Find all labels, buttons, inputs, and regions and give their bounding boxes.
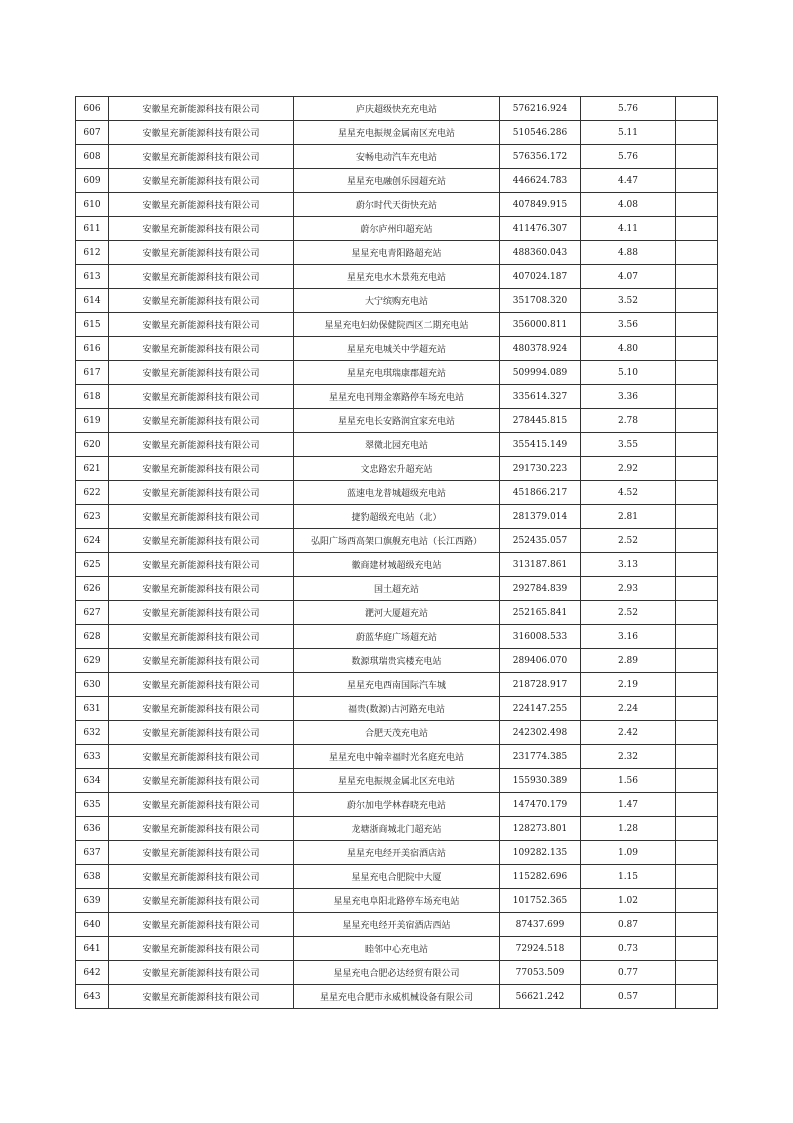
- note-cell: [676, 481, 718, 505]
- company-cell: 安徽星充新能源科技有限公司: [109, 721, 294, 745]
- value-cell: 87437.699: [500, 913, 581, 937]
- company-cell: 安徽星充新能源科技有限公司: [109, 817, 294, 841]
- table-row: [76, 97, 718, 121]
- table-row: [76, 745, 718, 769]
- note-cell: [676, 913, 718, 937]
- company-cell: 安徽星充新能源科技有限公司: [109, 865, 294, 889]
- note-cell: [676, 409, 718, 433]
- company-cell: 安徽星充新能源科技有限公司: [109, 673, 294, 697]
- value-cell: 407849.915: [500, 193, 581, 217]
- station-name-cell: 星星充电经开美宿酒店站: [294, 841, 500, 865]
- company-cell: 安徽星充新能源科技有限公司: [109, 553, 294, 577]
- row-number-cell: 641: [76, 937, 109, 961]
- ratio-cell: 3.16: [581, 625, 676, 649]
- note-cell: [676, 865, 718, 889]
- company-cell: 安徽星充新能源科技有限公司: [109, 457, 294, 481]
- note-cell: [676, 769, 718, 793]
- station-name-cell: 星星充电城关中学超充站: [294, 337, 500, 361]
- company-cell: 安徽星充新能源科技有限公司: [109, 193, 294, 217]
- ratio-cell: 3.56: [581, 313, 676, 337]
- ratio-cell: 2.32: [581, 745, 676, 769]
- note-cell: [676, 961, 718, 985]
- ratio-cell: 5.11: [581, 121, 676, 145]
- note-cell: [676, 817, 718, 841]
- row-number-cell: 640: [76, 913, 109, 937]
- company-cell: 安徽星充新能源科技有限公司: [109, 337, 294, 361]
- company-cell: 安徽星充新能源科技有限公司: [109, 265, 294, 289]
- row-number-cell: 610: [76, 193, 109, 217]
- value-cell: 77053.509: [500, 961, 581, 985]
- table-row: [76, 313, 718, 337]
- row-number-cell: 626: [76, 577, 109, 601]
- value-cell: 451866.217: [500, 481, 581, 505]
- row-number-cell: 639: [76, 889, 109, 913]
- table-row: [76, 769, 718, 793]
- company-cell: 安徽星充新能源科技有限公司: [109, 577, 294, 601]
- note-cell: [676, 241, 718, 265]
- company-cell: 安徽星充新能源科技有限公司: [109, 241, 294, 265]
- company-cell: 安徽星充新能源科技有限公司: [109, 649, 294, 673]
- station-name-cell: 蔚尔时代天街快充站: [294, 193, 500, 217]
- ratio-cell: 2.24: [581, 697, 676, 721]
- value-cell: 109282.135: [500, 841, 581, 865]
- station-name-cell: 星星充电妇幼保健院西区二期充电站: [294, 313, 500, 337]
- table-row: [76, 961, 718, 985]
- company-cell: 安徽星充新能源科技有限公司: [109, 121, 294, 145]
- table-row: [76, 889, 718, 913]
- row-number-cell: 631: [76, 697, 109, 721]
- table-row: [76, 289, 718, 313]
- ratio-cell: 5.10: [581, 361, 676, 385]
- note-cell: [676, 457, 718, 481]
- company-cell: 安徽星充新能源科技有限公司: [109, 697, 294, 721]
- row-number-cell: 638: [76, 865, 109, 889]
- row-number-cell: 624: [76, 529, 109, 553]
- station-name-cell: 星星充电合肥必达经贸有限公司: [294, 961, 500, 985]
- company-cell: 安徽星充新能源科技有限公司: [109, 601, 294, 625]
- note-cell: [676, 505, 718, 529]
- value-cell: 115282.696: [500, 865, 581, 889]
- table-row: [76, 673, 718, 697]
- ratio-cell: 4.07: [581, 265, 676, 289]
- row-number-cell: 607: [76, 121, 109, 145]
- value-cell: 231774.385: [500, 745, 581, 769]
- value-cell: 218728.917: [500, 673, 581, 697]
- value-cell: 316008.533: [500, 625, 581, 649]
- station-name-cell: 蔚蓝华庭广场超充站: [294, 625, 500, 649]
- company-cell: 安徽星充新能源科技有限公司: [109, 505, 294, 529]
- value-cell: 155930.389: [500, 769, 581, 793]
- company-cell: 安徽星充新能源科技有限公司: [109, 361, 294, 385]
- ratio-cell: 4.80: [581, 337, 676, 361]
- station-name-cell: 合肥天茂充电站: [294, 721, 500, 745]
- row-number-cell: 642: [76, 961, 109, 985]
- row-number-cell: 625: [76, 553, 109, 577]
- company-cell: 安徽星充新能源科技有限公司: [109, 169, 294, 193]
- table-row: [76, 577, 718, 601]
- note-cell: [676, 697, 718, 721]
- table-body: [76, 97, 718, 1009]
- station-name-cell: 蔚尔庐州印超充站: [294, 217, 500, 241]
- ratio-cell: 2.52: [581, 529, 676, 553]
- row-number-cell: 609: [76, 169, 109, 193]
- table-row: [76, 433, 718, 457]
- value-cell: 101752.365: [500, 889, 581, 913]
- station-name-cell: 福贵(数源)古河路充电站: [294, 697, 500, 721]
- ratio-cell: 4.08: [581, 193, 676, 217]
- company-cell: 安徽星充新能源科技有限公司: [109, 217, 294, 241]
- row-number-cell: 636: [76, 817, 109, 841]
- table-row: [76, 817, 718, 841]
- table-row: [76, 169, 718, 193]
- company-cell: 安徽星充新能源科技有限公司: [109, 937, 294, 961]
- table-row: [76, 697, 718, 721]
- company-cell: 安徽星充新能源科技有限公司: [109, 961, 294, 985]
- note-cell: [676, 793, 718, 817]
- value-cell: 480378.924: [500, 337, 581, 361]
- table-row: [76, 865, 718, 889]
- table-row: [76, 409, 718, 433]
- table-row: [76, 625, 718, 649]
- value-cell: 147470.179: [500, 793, 581, 817]
- station-name-cell: 星星充电合肥市永威机械设备有限公司: [294, 985, 500, 1009]
- value-cell: 576216.924: [500, 97, 581, 121]
- company-cell: 安徽星充新能源科技有限公司: [109, 481, 294, 505]
- ratio-cell: 1.15: [581, 865, 676, 889]
- station-name-cell: 徽商建材城超级充电站: [294, 553, 500, 577]
- note-cell: [676, 433, 718, 457]
- station-name-cell: 睦邻中心充电站: [294, 937, 500, 961]
- ratio-cell: 2.81: [581, 505, 676, 529]
- value-cell: 576356.172: [500, 145, 581, 169]
- ratio-cell: 0.73: [581, 937, 676, 961]
- note-cell: [676, 625, 718, 649]
- table-row: [76, 241, 718, 265]
- value-cell: 56621.242: [500, 985, 581, 1009]
- row-number-cell: 619: [76, 409, 109, 433]
- row-number-cell: 616: [76, 337, 109, 361]
- value-cell: 72924.518: [500, 937, 581, 961]
- station-name-cell: 星星充电经开美宿酒店西站: [294, 913, 500, 937]
- value-cell: 224147.255: [500, 697, 581, 721]
- station-name-cell: 星星充电琪瑞康郡超充站: [294, 361, 500, 385]
- table-row: [76, 337, 718, 361]
- table-row: [76, 553, 718, 577]
- ratio-cell: 2.89: [581, 649, 676, 673]
- station-name-cell: 大宁缤购充电站: [294, 289, 500, 313]
- note-cell: [676, 145, 718, 169]
- row-number-cell: 608: [76, 145, 109, 169]
- ratio-cell: 2.78: [581, 409, 676, 433]
- note-cell: [676, 337, 718, 361]
- station-name-cell: 星星充电刊翔金寨路停车场充电站: [294, 385, 500, 409]
- station-name-cell: 星星充电水木景苑充电站: [294, 265, 500, 289]
- note-cell: [676, 721, 718, 745]
- table-row: [76, 793, 718, 817]
- note-cell: [676, 553, 718, 577]
- note-cell: [676, 193, 718, 217]
- station-name-cell: 庐庆超级快充充电站: [294, 97, 500, 121]
- row-number-cell: 623: [76, 505, 109, 529]
- company-cell: 安徽星充新能源科技有限公司: [109, 913, 294, 937]
- station-name-cell: 弘阳广场西高架口旗舰充电站（长江西路）: [294, 529, 500, 553]
- value-cell: 356000.811: [500, 313, 581, 337]
- table-row: [76, 145, 718, 169]
- row-number-cell: 606: [76, 97, 109, 121]
- ratio-cell: 2.52: [581, 601, 676, 625]
- data-table: [75, 96, 718, 1009]
- row-number-cell: 613: [76, 265, 109, 289]
- note-cell: [676, 217, 718, 241]
- ratio-cell: 1.09: [581, 841, 676, 865]
- table-row: [76, 385, 718, 409]
- value-cell: 407024.187: [500, 265, 581, 289]
- ratio-cell: 3.55: [581, 433, 676, 457]
- table-row: [76, 529, 718, 553]
- ratio-cell: 1.47: [581, 793, 676, 817]
- value-cell: 510546.286: [500, 121, 581, 145]
- company-cell: 安徽星充新能源科技有限公司: [109, 409, 294, 433]
- company-cell: 安徽星充新能源科技有限公司: [109, 433, 294, 457]
- station-name-cell: 翠微北园充电站: [294, 433, 500, 457]
- table-row: [76, 601, 718, 625]
- station-name-cell: 星星充电合肥院中大厦: [294, 865, 500, 889]
- note-cell: [676, 289, 718, 313]
- note-cell: [676, 121, 718, 145]
- table-row: [76, 361, 718, 385]
- ratio-cell: 0.77: [581, 961, 676, 985]
- ratio-cell: 0.57: [581, 985, 676, 1009]
- station-name-cell: 星星充电中翰幸福时光名庭充电站: [294, 745, 500, 769]
- company-cell: 安徽星充新能源科技有限公司: [109, 841, 294, 865]
- row-number-cell: 621: [76, 457, 109, 481]
- value-cell: 291730.223: [500, 457, 581, 481]
- row-number-cell: 633: [76, 745, 109, 769]
- table-row: [76, 265, 718, 289]
- company-cell: 安徽星充新能源科技有限公司: [109, 625, 294, 649]
- station-name-cell: 蔚尔加电学林春晓充电站: [294, 793, 500, 817]
- value-cell: 509994.089: [500, 361, 581, 385]
- value-cell: 252165.841: [500, 601, 581, 625]
- value-cell: 242302.498: [500, 721, 581, 745]
- ratio-cell: 2.92: [581, 457, 676, 481]
- row-number-cell: 611: [76, 217, 109, 241]
- row-number-cell: 629: [76, 649, 109, 673]
- table-row: [76, 937, 718, 961]
- note-cell: [676, 649, 718, 673]
- station-name-cell: 淝河大厦超充站: [294, 601, 500, 625]
- station-name-cell: 星星充电长安路润宜家充电站: [294, 409, 500, 433]
- station-name-cell: 蓝速电龙普城超级充电站: [294, 481, 500, 505]
- ratio-cell: 2.42: [581, 721, 676, 745]
- ratio-cell: 4.88: [581, 241, 676, 265]
- station-name-cell: 星星充电振规金属北区充电站: [294, 769, 500, 793]
- company-cell: 安徽星充新能源科技有限公司: [109, 313, 294, 337]
- company-cell: 安徽星充新能源科技有限公司: [109, 889, 294, 913]
- row-number-cell: 634: [76, 769, 109, 793]
- company-cell: 安徽星充新能源科技有限公司: [109, 529, 294, 553]
- note-cell: [676, 265, 718, 289]
- table-row: [76, 457, 718, 481]
- row-number-cell: 630: [76, 673, 109, 697]
- ratio-cell: 4.11: [581, 217, 676, 241]
- station-name-cell: 星星充电融创乐园超充站: [294, 169, 500, 193]
- note-cell: [676, 889, 718, 913]
- station-name-cell: 文忠路宏升超充站: [294, 457, 500, 481]
- ratio-cell: 5.76: [581, 97, 676, 121]
- table-row: [76, 985, 718, 1009]
- ratio-cell: 4.47: [581, 169, 676, 193]
- ratio-cell: 3.52: [581, 289, 676, 313]
- station-name-cell: 国土超充站: [294, 577, 500, 601]
- value-cell: 252435.057: [500, 529, 581, 553]
- station-name-cell: 星星充电阜阳北路停车场充电站: [294, 889, 500, 913]
- station-name-cell: 星星充电振规金属南区充电站: [294, 121, 500, 145]
- value-cell: 289406.070: [500, 649, 581, 673]
- row-number-cell: 628: [76, 625, 109, 649]
- table-row: [76, 721, 718, 745]
- note-cell: [676, 841, 718, 865]
- row-number-cell: 632: [76, 721, 109, 745]
- station-name-cell: 龙塘浙商城北门超充站: [294, 817, 500, 841]
- row-number-cell: 612: [76, 241, 109, 265]
- ratio-cell: 2.93: [581, 577, 676, 601]
- company-cell: 安徽星充新能源科技有限公司: [109, 745, 294, 769]
- company-cell: 安徽星充新能源科技有限公司: [109, 985, 294, 1009]
- row-number-cell: 635: [76, 793, 109, 817]
- note-cell: [676, 601, 718, 625]
- value-cell: 355415.149: [500, 433, 581, 457]
- ratio-cell: 4.52: [581, 481, 676, 505]
- note-cell: [676, 529, 718, 553]
- station-name-cell: 星星充电青阳路超充站: [294, 241, 500, 265]
- ratio-cell: 1.02: [581, 889, 676, 913]
- note-cell: [676, 97, 718, 121]
- ratio-cell: 1.56: [581, 769, 676, 793]
- ratio-cell: 3.13: [581, 553, 676, 577]
- table-row: [76, 505, 718, 529]
- station-name-cell: 安畅电动汽车充电站: [294, 145, 500, 169]
- table-row: [76, 121, 718, 145]
- ratio-cell: 0.87: [581, 913, 676, 937]
- station-name-cell: 捷豹超级充电站（北）: [294, 505, 500, 529]
- row-number-cell: 618: [76, 385, 109, 409]
- value-cell: 128273.801: [500, 817, 581, 841]
- ratio-cell: 1.28: [581, 817, 676, 841]
- table-row: [76, 913, 718, 937]
- table-row: [76, 193, 718, 217]
- note-cell: [676, 385, 718, 409]
- table-row: [76, 649, 718, 673]
- note-cell: [676, 577, 718, 601]
- ratio-cell: 5.76: [581, 145, 676, 169]
- company-cell: 安徽星充新能源科技有限公司: [109, 385, 294, 409]
- row-number-cell: 614: [76, 289, 109, 313]
- table-row: [76, 217, 718, 241]
- ratio-cell: 2.19: [581, 673, 676, 697]
- station-name-cell: 数源琪瑞贵宾楼充电站: [294, 649, 500, 673]
- station-name-cell: 星星充电西南国际汽车城: [294, 673, 500, 697]
- row-number-cell: 615: [76, 313, 109, 337]
- note-cell: [676, 985, 718, 1009]
- row-number-cell: 622: [76, 481, 109, 505]
- company-cell: 安徽星充新能源科技有限公司: [109, 289, 294, 313]
- company-cell: 安徽星充新能源科技有限公司: [109, 793, 294, 817]
- value-cell: 313187.861: [500, 553, 581, 577]
- value-cell: 292784.839: [500, 577, 581, 601]
- value-cell: 411476.307: [500, 217, 581, 241]
- ratio-cell: 3.36: [581, 385, 676, 409]
- note-cell: [676, 937, 718, 961]
- value-cell: 278445.815: [500, 409, 581, 433]
- value-cell: 446624.783: [500, 169, 581, 193]
- row-number-cell: 627: [76, 601, 109, 625]
- note-cell: [676, 313, 718, 337]
- value-cell: 488360.043: [500, 241, 581, 265]
- note-cell: [676, 361, 718, 385]
- company-cell: 安徽星充新能源科技有限公司: [109, 769, 294, 793]
- note-cell: [676, 673, 718, 697]
- value-cell: 281379.014: [500, 505, 581, 529]
- value-cell: 335614.327: [500, 385, 581, 409]
- row-number-cell: 620: [76, 433, 109, 457]
- row-number-cell: 637: [76, 841, 109, 865]
- row-number-cell: 617: [76, 361, 109, 385]
- table-row: [76, 481, 718, 505]
- company-cell: 安徽星充新能源科技有限公司: [109, 97, 294, 121]
- note-cell: [676, 169, 718, 193]
- row-number-cell: 643: [76, 985, 109, 1009]
- note-cell: [676, 745, 718, 769]
- company-cell: 安徽星充新能源科技有限公司: [109, 145, 294, 169]
- value-cell: 351708.320: [500, 289, 581, 313]
- table-row: [76, 841, 718, 865]
